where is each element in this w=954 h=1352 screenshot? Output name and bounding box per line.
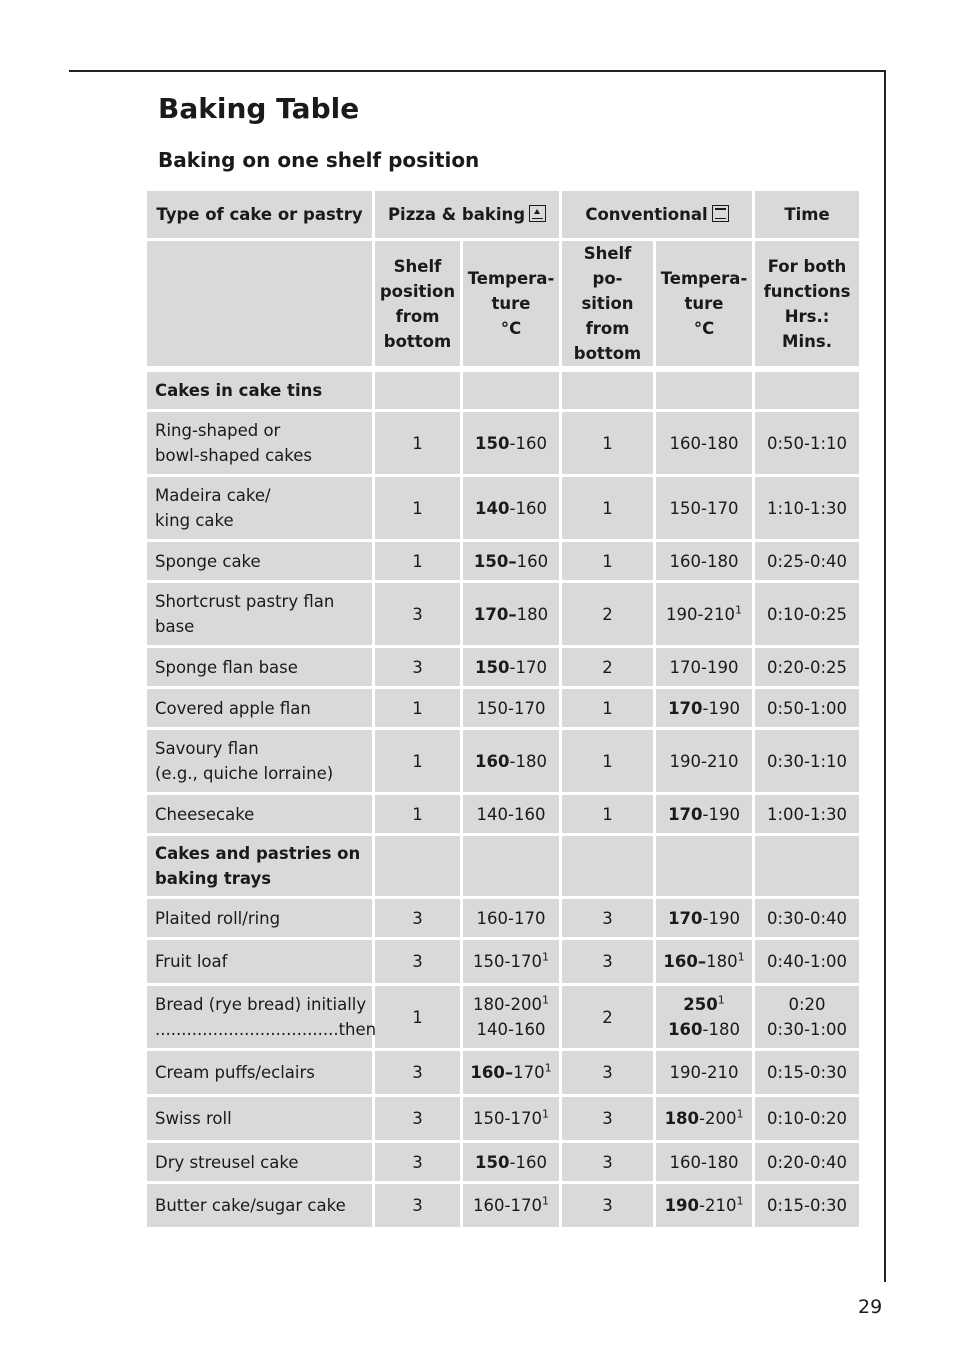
table-row [147,477,859,542]
time-cell [755,899,859,940]
section-blank-cell [656,372,755,412]
temp-range: 190-210 [666,604,735,624]
temp-conventional-cell [656,899,755,940]
text-line: °C [693,319,715,338]
table-row [147,689,859,730]
header-row-groups [147,191,859,241]
temp-highlight: 150 [475,433,510,453]
text-line: from [395,306,440,326]
temp-range: 160-180 [669,433,739,453]
time-cell [755,412,859,477]
cake-type-cell [147,1184,375,1230]
temp-pizza-cell [463,542,562,583]
temp-highlight: 170 [668,908,703,928]
temp-range: 190-210 [669,751,739,771]
text-line: 1:00-1:30 [766,804,848,824]
text-line: Sponge flan base [155,657,298,677]
temp-conventional-cell [656,1051,755,1097]
shelf-pizza-cell: 1 [375,986,463,1051]
footnote-marker: 1 [541,993,549,1007]
header-conventional-label: Conventional [585,205,708,224]
section-blank-cell [562,836,656,899]
temp-range: 140-160 [476,1020,546,1039]
text-line: Shelf po- [583,244,632,288]
shelf-pizza-cell: 3 [375,1097,463,1143]
shelf-pizza-cell: 1 [375,795,463,836]
temp-range: -170 [509,657,547,677]
shelf-pizza-cell: 1 [375,730,463,795]
cake-type-cell [147,477,375,542]
time-cell [755,1051,859,1097]
time-cell [755,583,859,648]
section-blank-cell [463,836,562,899]
table-row [147,795,859,836]
time-cell [755,689,859,730]
temp-pizza-cell [463,940,562,986]
header-temp-pizza [463,241,562,372]
text-line: 0:25-0:40 [766,551,848,571]
shelf-pizza-cell: 3 [375,940,463,986]
temp-pizza-cell [463,689,562,730]
text-line: Plaited roll/ring [155,908,281,928]
table-row [147,583,859,648]
page-title: Baking Table [158,92,360,125]
text-line: °C [500,319,522,338]
text-line: 0:30-1:10 [766,751,848,771]
temp-range: 180-200 [473,995,542,1014]
temp-conventional-cell [656,1184,755,1230]
temp-range: 170 [513,1063,545,1082]
temp-highlight: 180 [664,1109,700,1128]
table-row [147,412,859,477]
shelf-pizza-cell: 1 [375,477,463,542]
conventional-heat-icon [712,205,729,222]
shelf-conventional-cell: 3 [562,1143,656,1184]
shelf-pizza-cell: 1 [375,542,463,583]
shelf-conventional-cell: 2 [562,648,656,689]
text-line: (e.g., quiche lorraine) [155,764,334,783]
temp-conventional-cell [656,542,755,583]
cake-type-cell [147,1143,375,1184]
temp-highlight: 150 [475,1152,510,1172]
text-line: 0:10-0:25 [766,604,848,624]
temp-pizza-cell [463,477,562,542]
shelf-pizza-cell: 3 [375,1143,463,1184]
text-line: 0:30-0:40 [766,908,848,928]
text-line: 0:20-0:40 [766,1152,848,1172]
cake-type-cell [147,986,375,1051]
shelf-pizza-cell: 3 [375,1184,463,1230]
header-pizza-baking [375,191,562,241]
time-cell [755,730,859,795]
temp-highlight: 160 [475,751,510,771]
temp-conventional-cell [656,477,755,542]
temp-conventional-cell [656,583,755,648]
cake-type-cell [147,1051,375,1097]
temp-highlight: 190 [664,1196,700,1215]
text-line: Dry streusel cake [155,1152,299,1172]
shelf-pizza-cell: 3 [375,583,463,648]
text-line: Swiss roll [155,1109,232,1128]
temp-range: -160 [509,1152,547,1172]
shelf-conventional-cell: 3 [562,1184,656,1230]
shelf-conventional-cell: 1 [562,689,656,730]
temp-range: 160-170 [473,1196,542,1215]
table-row [147,730,859,795]
footnote-marker: 1 [736,1194,744,1208]
table-row [147,1184,859,1230]
cake-type-cell [147,940,375,986]
text-line: bottom [573,344,642,363]
cake-type-cell [147,1097,375,1143]
temp-highlight: 160– [470,1063,514,1082]
section-blank-cell [656,836,755,899]
temp-conventional-cell [656,412,755,477]
cake-type-cell [147,899,375,940]
text-line: ...................................then [155,1020,377,1039]
text-line: Savoury flan [155,739,259,758]
temp-range: -210 [699,1196,737,1215]
temp-range: 160-180 [669,1152,739,1172]
temp-highlight: 140 [475,498,510,518]
header-shelf-pizza [375,241,463,372]
temp-pizza-cell [463,412,562,477]
header-shelf-conventional [562,241,656,372]
section-row [147,836,859,899]
time-cell [755,477,859,542]
temp-highlight: 160– [663,952,707,971]
table-row [147,986,859,1051]
right-rule [884,70,886,1282]
temp-range: 170-190 [669,657,739,677]
text-line: Ring-shaped or [155,421,281,440]
shelf-conventional-cell: 1 [562,412,656,477]
text-line: functions [763,281,851,301]
text-line: 0:30-1:00 [766,1020,848,1039]
temp-range: -190 [702,804,740,824]
header-conventional [562,191,755,241]
time-cell [755,1143,859,1184]
table-row [147,542,859,583]
temp-pizza-cell [463,583,562,648]
footnote-marker: 1 [734,603,742,616]
shelf-conventional-cell: 3 [562,1051,656,1097]
temp-pizza-cell [463,1097,562,1143]
shelf-conventional-cell: 3 [562,899,656,940]
shelf-conventional-cell: 2 [562,583,656,648]
text-line: Tempera- [660,269,748,288]
text-line: ture [491,294,531,313]
text-line: Tempera- [467,269,555,288]
footnote-marker: 1 [737,950,745,964]
text-line: For both [767,256,847,276]
section-row [147,372,859,412]
shelf-pizza-cell: 3 [375,899,463,940]
temp-range: -190 [702,908,740,928]
temp-range: 160-180 [669,551,739,571]
time-cell [755,1097,859,1143]
temp-highlight: 170– [473,604,517,624]
section-blank-cell [755,836,859,899]
text-line: Bread (rye bread) initially [155,995,367,1014]
temp-pizza-cell [463,648,562,689]
text-line: Shortcrust pastry flan [155,592,335,611]
text-line: 0:10-0:20 [766,1109,848,1128]
shelf-pizza-cell: 1 [375,689,463,730]
temp-range: 180 [516,604,549,624]
temp-highlight: 160 [668,1020,703,1039]
temp-highlight: 150– [473,551,517,571]
shelf-conventional-cell: 1 [562,542,656,583]
temp-range: 150-170 [473,952,542,971]
section-title [147,372,375,412]
text-line: Madeira cake/ [155,486,271,505]
temp-pizza-cell [463,1051,562,1097]
section-blank-cell [463,372,562,412]
cake-type-cell [147,648,375,689]
table-row [147,1143,859,1184]
temp-range: -180 [509,751,547,771]
footnote-marker: 1 [717,993,725,1007]
text-line: king cake [155,511,234,530]
top-rule [69,70,886,72]
temp-pizza-cell [463,795,562,836]
footnote-marker: 1 [544,1061,552,1075]
text-line: Fruit loaf [155,952,228,971]
text-line: 0:40-1:00 [766,952,848,971]
pizza-baking-icon [529,205,546,222]
shelf-pizza-cell: 3 [375,648,463,689]
time-cell [755,940,859,986]
shelf-pizza-cell: 1 [375,412,463,477]
shelf-conventional-cell: 3 [562,1097,656,1143]
text-line: sition [581,294,634,313]
temp-pizza-cell [463,1184,562,1230]
text-line: 0:20-0:25 [766,657,848,677]
shelf-conventional-cell: 1 [562,730,656,795]
temp-range: 150-170 [473,1109,542,1128]
text-line: Cakes and pastries on [155,844,361,863]
table-row [147,1097,859,1143]
cake-type-cell [147,730,375,795]
temp-highlight: 150 [475,657,510,677]
header-time: Time [755,191,859,241]
time-cell [755,986,859,1051]
temp-conventional-cell [656,648,755,689]
time-cell [755,1184,859,1230]
text-line: ture [684,294,724,313]
temp-conventional-cell [656,689,755,730]
temp-range: 140-160 [476,804,546,824]
time-cell [755,542,859,583]
temp-range: 160-170 [476,908,546,928]
temp-range: -190 [702,698,740,718]
table-row [147,940,859,986]
text-line: Cheesecake [155,804,255,824]
header-pizza-label: Pizza & baking [387,205,526,224]
time-cell [755,795,859,836]
temp-pizza-cell [463,986,562,1051]
temp-range: -180 [702,1020,740,1039]
text-line: 0:20 [788,995,826,1014]
temp-conventional-cell [656,730,755,795]
section-blank-cell [755,372,859,412]
footnote-marker: 1 [736,1107,744,1121]
baking-table [147,191,859,1230]
baking-table-body [147,191,859,1230]
shelf-conventional-cell: 1 [562,795,656,836]
temp-range: 190-210 [669,1063,739,1082]
footnote-marker: 1 [541,950,549,964]
header-blank [147,241,375,372]
text-line: Cream puffs/eclairs [155,1063,315,1082]
shelf-pizza-cell: 3 [375,1051,463,1097]
text-line: base [155,617,195,636]
shelf-conventional-cell: 1 [562,477,656,542]
temp-range: 180 [706,952,738,971]
footnote-marker: 1 [541,1194,549,1208]
temp-conventional-cell [656,940,755,986]
section-blank-cell [375,836,463,899]
cake-type-cell [147,689,375,730]
section-blank-cell [562,372,656,412]
header-time-detail [755,241,859,372]
text-line: Sponge cake [155,551,261,571]
temp-range: -160 [509,433,547,453]
text-line: 0:50-1:00 [766,698,848,718]
table-row [147,1051,859,1097]
text-line: from [585,319,630,338]
text-line: Hrs.: Mins. [782,306,832,351]
cake-type-cell [147,583,375,648]
temp-pizza-cell [463,730,562,795]
text-line: bowl-shaped cakes [155,446,313,465]
header-type: Type of cake or pastry [147,191,375,241]
cake-type-cell [147,412,375,477]
text-line: Butter cake/sugar cake [155,1196,346,1215]
cake-type-cell [147,542,375,583]
cake-type-cell [147,795,375,836]
time-cell [755,648,859,689]
temp-conventional-cell [656,986,755,1051]
text-line: 0:15-0:30 [766,1063,848,1082]
text-line: Shelf [393,256,442,276]
temp-highlight: 170 [668,804,703,824]
temp-range: -200 [699,1109,737,1128]
text-line: bottom [383,331,452,351]
temp-pizza-cell [463,1143,562,1184]
text-line: 0:15-0:30 [766,1196,848,1215]
temp-pizza-cell [463,899,562,940]
temp-highlight: 250 [683,995,718,1014]
text-line: position [379,281,456,301]
text-line: Cakes in cake tins [155,381,323,400]
temp-conventional-cell [656,1097,755,1143]
header-temp-conventional [656,241,755,372]
footnote-marker: 1 [541,1107,549,1121]
text-line: 1:10-1:30 [766,498,848,518]
section-title [147,836,375,899]
text-line: 0:50-1:10 [766,433,848,453]
temp-highlight: 170 [668,698,703,718]
page-subtitle: Baking on one shelf position [158,148,480,172]
temp-range: -160 [509,498,547,518]
text-line: baking trays [155,869,272,888]
text-line: Covered apple flan [155,698,311,718]
temp-range: 150-170 [476,698,546,718]
section-blank-cell [375,372,463,412]
temp-conventional-cell [656,795,755,836]
temp-conventional-cell [656,1143,755,1184]
shelf-conventional-cell: 3 [562,940,656,986]
temp-range: 160 [516,551,549,571]
table-row [147,648,859,689]
table-row [147,899,859,940]
temp-range: 150-170 [669,498,739,518]
page-number: 29 [858,1296,883,1318]
header-row-details [147,241,859,372]
shelf-conventional-cell: 2 [562,986,656,1051]
